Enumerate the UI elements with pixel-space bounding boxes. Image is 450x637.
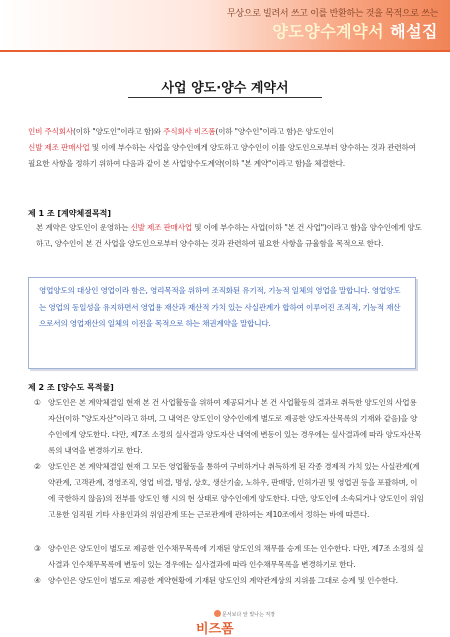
item-number: ②: [34, 462, 41, 471]
intro-text-3: 및 이에 부수하는 사업을 양수인에게 양도하고 양수인이 이를 양도인으로부터 양수하는 것과 관련하여 필요한 사항을 정하기 위하여 다음과 같이 본 사업양수도계약(이하 "본 계약"이라고 함)을 체결한다.: [28, 143, 416, 168]
article1-heading: 제 1 조 [계약체결목적]: [28, 209, 112, 218]
article2-heading: 제 2 조 [양수도 목적물]: [28, 383, 114, 392]
explanation-note-box: [28, 277, 416, 369]
party1-name: 인비 주식회사: [28, 127, 74, 136]
explanation-note-text: 영업양도의 대상인 영업이라 함은, 영리목적을 위하여 조직화된 유기적, 기능적 일체의 영업을 말합니다. 영업양도는 영업의 동일성을 유지하면서 영업용 재산과 재산적 가치 있는 사실관계가 합하여 이루어진 조직적, 기능적 재산으로서의 영업재산의 일체의 이전을 목적으로 하는 채권계약을 말합니다.: [39, 286, 401, 328]
header-divider: [0, 50, 450, 52]
intro-business: 신발 제조 판매사업: [28, 143, 90, 152]
header-title-suffix: 해설집: [384, 22, 438, 41]
intro-text-1: (이하 "양도인"이라고 함)와: [73, 127, 164, 136]
footer: [0, 608, 450, 636]
party2-name: 주식회사 비즈폼: [163, 127, 216, 136]
item-number: ①: [34, 398, 41, 407]
intro-paragraph: [28, 124, 424, 172]
footer-logo[interactable]: 비즈폼: [196, 622, 234, 637]
item-text: 양수인은 양도인이 별도로 제공한 인수채무목록에 기재된 양도인의 채무를 승계 또는 인수한다. 다만, 제7조 소정의 실사결과 인수채무목록에 변동이 있는 경우에는 실사결과에 따라 인수채무목록을 변경하기로 한다.: [48, 544, 424, 569]
item-number: ③: [34, 544, 41, 553]
logo-mark-icon: [214, 610, 221, 617]
intro-text-2: (이하 "양수인"이라고 함)은 양도인이: [215, 127, 334, 136]
header-title-main: 양도양수계약서: [272, 22, 385, 41]
header-subtitle: 무상으로 빌려서 쓰고 이를 반환하는 것을 목적으로 쓰는: [227, 9, 438, 19]
footer-tagline: 문서보다 앞 빛나는 직장: [222, 612, 276, 618]
item-text: 양도인은 본 계약체결일 현재 본 건 사업활동을 위하여 제공되거나 본 건 사업활동의 결과로 취득한 양도인의 사업용 자산(이하 "양도자산"이라고 하며, 그 내역은 양도인이 양수인에게 별도로 제공한 양도자산목록의 기재와 같음)을 양수인에게 양도한다. 다만, 제7조 소정의 실사결과 양도자산 내역에 변동이 있는 경우에는 실사결과에 따라 양도자산목록의 내역을 변경하기로 한다.: [48, 398, 422, 455]
document-title-underline: [128, 97, 322, 98]
article1-text-1: 본 계약은 양도인이 운영하는: [36, 223, 131, 232]
article1-text-2: 및 이에 부수하는 사업(이하 "본 건 사업")이라고 함)을 양수인에게 양도하고, 양수인이 본 건 사업을 양도인으로부터 양수하는 것과 관련하여 필요한 사항을 규율함을 목적으로 한다.: [36, 223, 422, 248]
item-number: ④: [34, 576, 41, 585]
article1-business: 신발 제조 판매사업: [130, 223, 192, 232]
document-title: 사업 양도·양수 계약서: [161, 81, 289, 96]
header-title: [272, 19, 438, 42]
header-banner: [0, 0, 450, 52]
article1-body: [36, 220, 424, 252]
item-text: 양도인은 본 계약체결일 현재 그 모든 영업활동을 통하여 구비하거나 취득하게 된 각종 경제적 가치 있는 사실관계(계약관계, 고객관계, 경영조직, 영업 비결, 명성, 상호, 생산기술, 노하우, 판매망, 인허가권 및 영업권 등을 포괄하며, 이에 국한하지 않음)의 전부를 양도인 행 시의 현 상태로 양수인에게 양도한다. 다만, 양도인에 소속되거나 양도인이 위임 고용한 임직원 기타 사용인과의 위임관계 또는 근로관계에 관하여는 제10조에서 정하는 바에 따른다.: [48, 462, 424, 519]
item-text: 양수인은 양도인이 별도로 제공한 계약현황에 기재된 양도인의 계약관계상의 지위를 그대로 승계 및 인수한다.: [48, 576, 398, 585]
